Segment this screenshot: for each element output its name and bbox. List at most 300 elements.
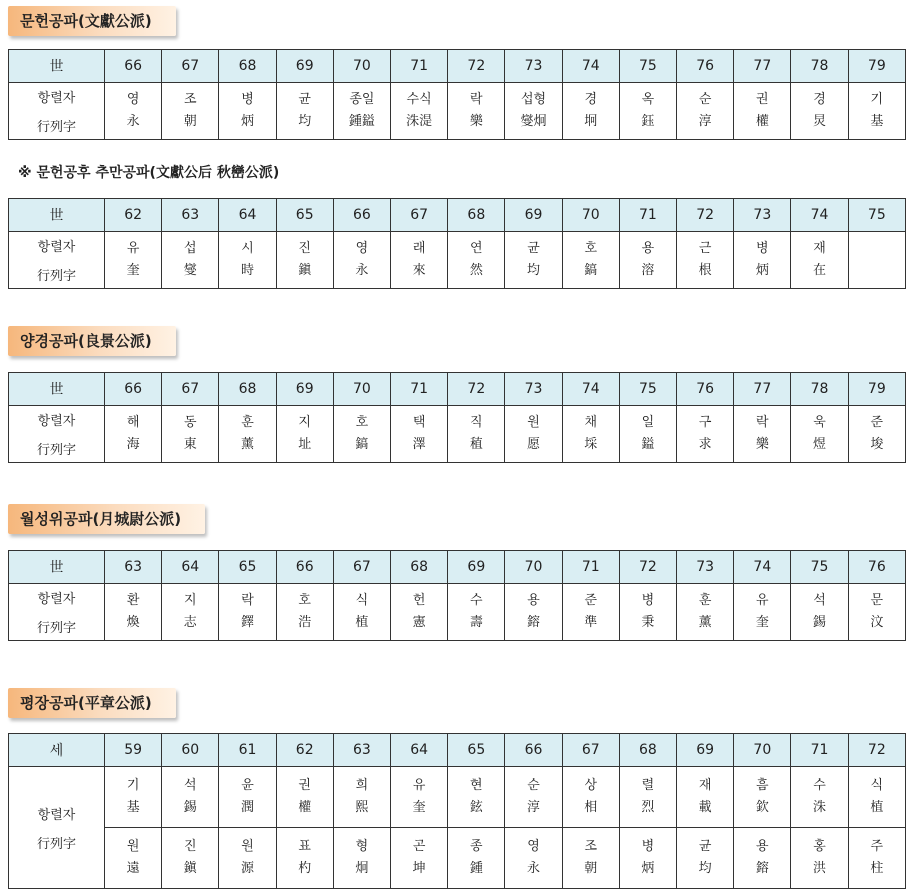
hangyeolja-cell xyxy=(734,232,791,289)
hangul-char: 직 xyxy=(470,415,483,430)
hanja-char: 址 xyxy=(298,437,312,452)
generation-number: 73 xyxy=(505,373,562,406)
hangul-char: 종일 xyxy=(349,92,375,107)
hangul-char: 용 xyxy=(756,839,769,854)
hanja-char: 求 xyxy=(698,437,712,452)
hanja-char: 朝 xyxy=(183,114,197,129)
hanja-char: 時 xyxy=(241,263,255,278)
hangyeolja-cell xyxy=(734,584,791,641)
hanja-char: 基 xyxy=(870,114,884,129)
hangul-char: 원 xyxy=(241,839,254,854)
hanja-char: 鐸 xyxy=(241,615,255,630)
hanja-char: 然 xyxy=(469,263,483,278)
hangul-char: 유 xyxy=(756,593,769,608)
hanja-char: 燮炯 xyxy=(520,114,547,129)
hangul-char: 권 xyxy=(298,778,311,793)
hangul-char: 현 xyxy=(470,778,483,793)
hangyeolja-cell xyxy=(105,767,162,828)
generation-number: 73 xyxy=(505,50,562,83)
hangul-char: 영 xyxy=(527,839,540,854)
hangul-char: 섭형 xyxy=(520,92,547,107)
generation-number: 69 xyxy=(505,199,562,232)
hangul-char: 식 xyxy=(870,778,884,793)
hanja-char: 澤 xyxy=(412,437,426,452)
hangyeolja-cell xyxy=(562,828,619,889)
generation-number: 76 xyxy=(677,373,734,406)
hangyeolja-cell xyxy=(162,406,219,463)
generation-table-munheon xyxy=(8,49,906,140)
hangul-char: 재 xyxy=(813,241,826,256)
generation-number: 66 xyxy=(276,551,333,584)
hangyeolja-cell xyxy=(333,828,390,889)
hangul-char: 종 xyxy=(470,839,483,854)
hangyeolja-cell xyxy=(562,767,619,828)
hangyeolja-cell xyxy=(276,767,333,828)
hangyeolja-cell xyxy=(333,767,390,828)
generation-number: 78 xyxy=(791,50,848,83)
hangul-char: 상 xyxy=(584,778,597,793)
hangul-char: 해 xyxy=(126,415,140,430)
hangul-char: 원 xyxy=(527,415,540,430)
hangul-char: 조 xyxy=(584,839,597,854)
hangyeolja-cell xyxy=(505,828,562,889)
hanja-char: 煜 xyxy=(813,437,827,452)
hangul-char: 순 xyxy=(698,92,712,107)
hanja-char: 錫 xyxy=(183,800,197,815)
hangul-char: 주 xyxy=(870,839,884,854)
hangyeolja-cell xyxy=(276,83,333,140)
hanja-char: 坤 xyxy=(412,861,426,876)
generation-number: 65 xyxy=(219,551,276,584)
hanja-char: 汶 xyxy=(870,615,884,630)
generation-number: 68 xyxy=(219,373,276,406)
hangul-char: 헌 xyxy=(412,593,426,608)
section-title-pyeongjang: 평장공파(平章公派) xyxy=(8,688,176,718)
hanja-char: 來 xyxy=(412,263,426,278)
hanja-char: 錫 xyxy=(813,615,827,630)
row-label: 항렬자 行列字 xyxy=(9,232,105,289)
hanja-char: 坰 xyxy=(584,114,598,129)
generation-table-yanggyeong xyxy=(8,372,906,463)
hangul-char: 진 xyxy=(184,839,197,854)
hangyeolja-cell xyxy=(619,406,676,463)
hangyeolja-cell xyxy=(848,584,905,641)
hangul-char: 훈 xyxy=(698,593,712,608)
hangul-char: 동 xyxy=(184,415,197,430)
hangul-char: 흠 xyxy=(756,778,769,793)
hangyeolja-cell xyxy=(391,83,448,140)
generation-number: 69 xyxy=(276,50,333,83)
generation-number: 75 xyxy=(791,551,848,584)
hangul-char: 수 xyxy=(813,778,826,793)
hangyeolja-cell xyxy=(105,83,162,140)
generation-number: 71 xyxy=(619,199,676,232)
hanja-char: 熙 xyxy=(355,800,369,815)
hanja-char: 在 xyxy=(813,263,827,278)
generation-number: 72 xyxy=(848,734,905,767)
hangyeolja-cell xyxy=(505,406,562,463)
hangul-char: 호 xyxy=(355,415,369,430)
hangul-char: 용 xyxy=(527,593,540,608)
hangyeolja-cell xyxy=(448,83,505,140)
hangyeolja-cell xyxy=(505,83,562,140)
hangyeolja-cell xyxy=(791,584,848,641)
hangul-char: 희 xyxy=(355,778,369,793)
generation-number: 62 xyxy=(276,734,333,767)
hangyeolja-cell xyxy=(848,406,905,463)
hanja-char: 薰 xyxy=(698,615,712,630)
generation-number: 67 xyxy=(333,551,390,584)
generation-number: 75 xyxy=(619,373,676,406)
hanja-char: 植 xyxy=(355,615,369,630)
hanja-char: 憲 xyxy=(412,615,426,630)
hangyeolja-cell xyxy=(791,232,848,289)
hangyeolja-cell xyxy=(276,232,333,289)
hanja-char: 鎭 xyxy=(298,263,312,278)
row-label: 항렬자 行列字 xyxy=(9,83,105,140)
hangyeolja-cell xyxy=(562,83,619,140)
hanja-char: 洙 xyxy=(813,800,827,815)
hanja-char: 志 xyxy=(183,615,197,630)
hanja-char: 浩 xyxy=(298,615,312,630)
hangul-char: 옥 xyxy=(641,92,655,107)
row-label: 항렬자 行列字 xyxy=(9,767,105,889)
hangul-char: 석 xyxy=(184,778,197,793)
hangyeolja-cell xyxy=(734,406,791,463)
hangul-char: 윤 xyxy=(241,778,254,793)
hangul-char: 구 xyxy=(698,415,712,430)
hangyeolja-cell xyxy=(219,406,276,463)
hangyeolja-cell xyxy=(848,828,905,889)
hanja-char: 源 xyxy=(241,861,255,876)
generation-number: 75 xyxy=(619,50,676,83)
hangyeolja-cell xyxy=(619,232,676,289)
hanja-char: 柱 xyxy=(870,861,884,876)
hangul-char: 지 xyxy=(184,593,197,608)
generation-number: 63 xyxy=(333,734,390,767)
hangyeolja-cell xyxy=(448,584,505,641)
hangyeolja-cell xyxy=(219,584,276,641)
hanja-char: 炳 xyxy=(241,114,255,129)
hangul-char: 석 xyxy=(813,593,826,608)
generation-number: 75 xyxy=(848,199,905,232)
hangul-char: 기 xyxy=(126,778,140,793)
generation-number: 70 xyxy=(333,50,390,83)
hangyeolja-cell xyxy=(219,232,276,289)
hanja-char: 永 xyxy=(126,114,140,129)
hanja-char: 鎬 xyxy=(584,263,598,278)
hangyeolja-cell xyxy=(391,828,448,889)
hangul-char: 순 xyxy=(527,778,540,793)
hangul-char: 경 xyxy=(813,92,826,107)
hangyeolja-cell xyxy=(333,232,390,289)
hangyeolja-cell xyxy=(162,83,219,140)
hangyeolja-cell xyxy=(105,828,162,889)
generation-header-label: 世 xyxy=(9,199,105,232)
hangyeolja-cell xyxy=(276,584,333,641)
hangyeolja-cell xyxy=(219,828,276,889)
hangyeolja-cell xyxy=(848,232,905,289)
generation-number: 71 xyxy=(791,734,848,767)
hanja-char: 權 xyxy=(755,114,769,129)
hangyeolja-cell xyxy=(333,406,390,463)
hanja-char: 準 xyxy=(584,615,598,630)
hangyeolja-cell xyxy=(219,83,276,140)
hangyeolja-cell xyxy=(391,232,448,289)
hangul-char: 균 xyxy=(298,92,311,107)
hangyeolja-cell xyxy=(448,767,505,828)
hangyeolja-cell xyxy=(391,584,448,641)
hangul-char: 훈 xyxy=(241,415,254,430)
hangyeolja-cell xyxy=(677,83,734,140)
hangul-char: 조 xyxy=(184,92,197,107)
hanja-char: 欽 xyxy=(755,800,769,815)
hanja-char: 永 xyxy=(355,263,369,278)
hanja-char: 炳 xyxy=(641,861,655,876)
generation-table-wolseongwi xyxy=(8,550,906,641)
hangul-char: 홍 xyxy=(813,839,826,854)
hanja-char: 洪 xyxy=(813,861,827,876)
row-label: 항렬자 行列字 xyxy=(9,406,105,463)
hangyeolja-cell xyxy=(276,828,333,889)
hanja-char: 載 xyxy=(698,800,712,815)
hangul-char: 욱 xyxy=(813,415,826,430)
hanja-char: 植 xyxy=(870,800,884,815)
generation-number: 63 xyxy=(105,551,162,584)
hangul-char: 표 xyxy=(298,839,311,854)
hangul-char: 식 xyxy=(355,593,369,608)
hanja-char: 奎 xyxy=(755,615,769,630)
hangyeolja-cell xyxy=(448,406,505,463)
hangul-char: 균 xyxy=(698,839,712,854)
hanja-char: 烈 xyxy=(641,800,655,815)
hanja-char: 燮 xyxy=(183,263,197,278)
hangyeolja-cell xyxy=(791,83,848,140)
generation-number: 66 xyxy=(105,50,162,83)
hangyeolja-cell xyxy=(791,767,848,828)
generation-header-label: 世 xyxy=(9,373,105,406)
hangyeolja-cell xyxy=(791,828,848,889)
hanja-char: 奎 xyxy=(412,800,426,815)
hangyeolja-cell xyxy=(562,406,619,463)
hangyeolja-cell xyxy=(276,406,333,463)
hanja-char: 稙 xyxy=(469,437,483,452)
hangyeolja-cell xyxy=(677,406,734,463)
hanja-char: 永 xyxy=(527,861,541,876)
generation-header-label: 世 xyxy=(9,551,105,584)
generation-number: 70 xyxy=(333,373,390,406)
hangul-char: 원 xyxy=(126,839,140,854)
section-title-munheon: 문헌공파(文獻公派) xyxy=(8,6,176,36)
hanja-char: 炳 xyxy=(755,263,769,278)
hanja-char: 淳 xyxy=(698,114,712,129)
generation-header-label: 世 xyxy=(9,50,105,83)
hanja-char: 東 xyxy=(183,437,197,452)
hangyeolja-cell xyxy=(677,232,734,289)
hangul-char: 호 xyxy=(584,241,597,256)
generation-number: 79 xyxy=(848,50,905,83)
generation-number: 72 xyxy=(619,551,676,584)
generation-number: 70 xyxy=(562,199,619,232)
hanja-char: 淳 xyxy=(527,800,541,815)
hangyeolja-cell xyxy=(448,828,505,889)
hangyeolja-cell xyxy=(619,83,676,140)
hangul-char: 호 xyxy=(298,593,311,608)
generation-number: 64 xyxy=(391,734,448,767)
generation-number: 67 xyxy=(391,199,448,232)
hangyeolja-cell xyxy=(105,232,162,289)
hanja-char: 溶 xyxy=(641,263,655,278)
hangyeolja-cell xyxy=(734,767,791,828)
hangul-char: 래 xyxy=(412,241,426,256)
generation-number: 67 xyxy=(162,373,219,406)
hangyeolja-cell xyxy=(105,584,162,641)
hanja-char: 朝 xyxy=(584,861,598,876)
hanja-char: 炯 xyxy=(355,861,369,876)
hanja-char: 埰 xyxy=(584,437,598,452)
hanja-char: 潤 xyxy=(241,800,255,815)
generation-number: 59 xyxy=(105,734,162,767)
hangul-char: 준 xyxy=(584,593,597,608)
hangyeolja-cell xyxy=(619,584,676,641)
generation-number: 66 xyxy=(105,373,162,406)
hanja-char: 鎭 xyxy=(183,861,197,876)
hangyeolja-cell xyxy=(333,584,390,641)
hangul-char: 택 xyxy=(412,415,426,430)
generation-number: 69 xyxy=(448,551,505,584)
generation-number: 77 xyxy=(734,50,791,83)
hanja-char: 均 xyxy=(527,263,541,278)
generation-number: 68 xyxy=(219,50,276,83)
generation-number: 71 xyxy=(562,551,619,584)
hangul-char: 연 xyxy=(470,241,483,256)
hangul-char: 곤 xyxy=(412,839,426,854)
hangyeolja-cell xyxy=(848,83,905,140)
generation-number: 76 xyxy=(677,50,734,83)
hangyeolja-cell xyxy=(505,584,562,641)
hangyeolja-cell xyxy=(162,232,219,289)
hangyeolja-cell xyxy=(162,767,219,828)
hangul-char: 기 xyxy=(870,92,884,107)
hanja-char: 鍾 xyxy=(469,861,483,876)
hanja-char: 鍾鎰 xyxy=(348,114,375,129)
generation-number: 77 xyxy=(734,373,791,406)
generation-number: 69 xyxy=(677,734,734,767)
hangul-char: 시 xyxy=(241,241,254,256)
hangyeolja-cell xyxy=(677,767,734,828)
hangul-char: 영 xyxy=(126,92,140,107)
hangyeolja-cell xyxy=(162,584,219,641)
generation-number: 68 xyxy=(619,734,676,767)
hanja-char: 愿 xyxy=(527,437,541,452)
hangyeolja-cell xyxy=(448,232,505,289)
hangul-char: 균 xyxy=(527,241,540,256)
hangul-char: 근 xyxy=(698,241,712,256)
hangyeolja-cell xyxy=(734,83,791,140)
hanja-char: 奎 xyxy=(126,263,140,278)
section-title-yanggyeong: 양경공파(良景公派) xyxy=(8,326,176,356)
hangyeolja-cell xyxy=(677,584,734,641)
hangul-char: 렬 xyxy=(641,778,655,793)
hangul-char: 권 xyxy=(756,92,769,107)
hangyeolja-cell xyxy=(505,767,562,828)
hanja-char: 鎰 xyxy=(641,437,655,452)
hanja-char: 煥 xyxy=(126,615,140,630)
hanja-char: 海 xyxy=(126,437,140,452)
generation-number: 74 xyxy=(791,199,848,232)
hangul-char: 유 xyxy=(412,778,426,793)
hangul-char: 지 xyxy=(298,415,311,430)
generation-number: 74 xyxy=(734,551,791,584)
hangul-char: 병 xyxy=(756,241,769,256)
hanja-char: 壽 xyxy=(469,615,483,630)
hangyeolja-cell xyxy=(162,828,219,889)
hanja-char: 遠 xyxy=(126,861,140,876)
hanja-char: 權 xyxy=(298,800,312,815)
hanja-char: 樂 xyxy=(469,114,483,129)
hangul-char: 환 xyxy=(126,593,140,608)
hangyeolja-cell xyxy=(677,828,734,889)
section-title-wolseongwi: 월성위공파(月城尉公派) xyxy=(8,504,205,534)
generation-number: 67 xyxy=(562,734,619,767)
generation-table-chuman xyxy=(8,198,906,289)
generation-number: 66 xyxy=(333,199,390,232)
generation-number: 71 xyxy=(391,50,448,83)
hanja-char: 鉉 xyxy=(469,800,483,815)
hangul-char: 채 xyxy=(584,415,597,430)
generation-number: 68 xyxy=(391,551,448,584)
generation-number: 70 xyxy=(505,551,562,584)
hanja-char: 均 xyxy=(698,861,712,876)
hanja-char: 根 xyxy=(698,263,712,278)
hangyeolja-cell xyxy=(734,828,791,889)
hangyeolja-cell xyxy=(505,232,562,289)
generation-number: 65 xyxy=(276,199,333,232)
generation-number: 65 xyxy=(448,734,505,767)
hanja-char: 杓 xyxy=(298,861,312,876)
hangul-char: 일 xyxy=(641,415,655,430)
hangul-char: 락 xyxy=(470,92,483,107)
generation-number: 79 xyxy=(848,373,905,406)
generation-number: 72 xyxy=(448,50,505,83)
generation-number: 68 xyxy=(448,199,505,232)
generation-number: 64 xyxy=(219,199,276,232)
generation-table-pyeongjang xyxy=(8,733,906,889)
hangul-char: 수 xyxy=(470,593,483,608)
hangul-char: 문 xyxy=(870,593,884,608)
hangul-char: 준 xyxy=(870,415,884,430)
generation-number: 66 xyxy=(505,734,562,767)
hangul-char: 섭 xyxy=(184,241,197,256)
hangul-char: 용 xyxy=(641,241,655,256)
hanja-char: 均 xyxy=(298,114,312,129)
hanja-char: 炅 xyxy=(813,114,827,129)
hangyeolja-cell xyxy=(562,232,619,289)
generation-number: 67 xyxy=(162,50,219,83)
hangyeolja-cell xyxy=(333,83,390,140)
hangyeolja-cell xyxy=(848,767,905,828)
hangul-char: 유 xyxy=(126,241,140,256)
generation-number: 70 xyxy=(734,734,791,767)
generation-number: 74 xyxy=(562,373,619,406)
generation-number: 76 xyxy=(848,551,905,584)
hangyeolja-cell xyxy=(791,406,848,463)
hangul-char: 경 xyxy=(584,92,597,107)
hangul-char: 영 xyxy=(355,241,369,256)
hangul-char: 수식 xyxy=(406,92,432,107)
hanja-char: 埈 xyxy=(870,437,884,452)
hanja-char: 洙湜 xyxy=(406,114,433,129)
